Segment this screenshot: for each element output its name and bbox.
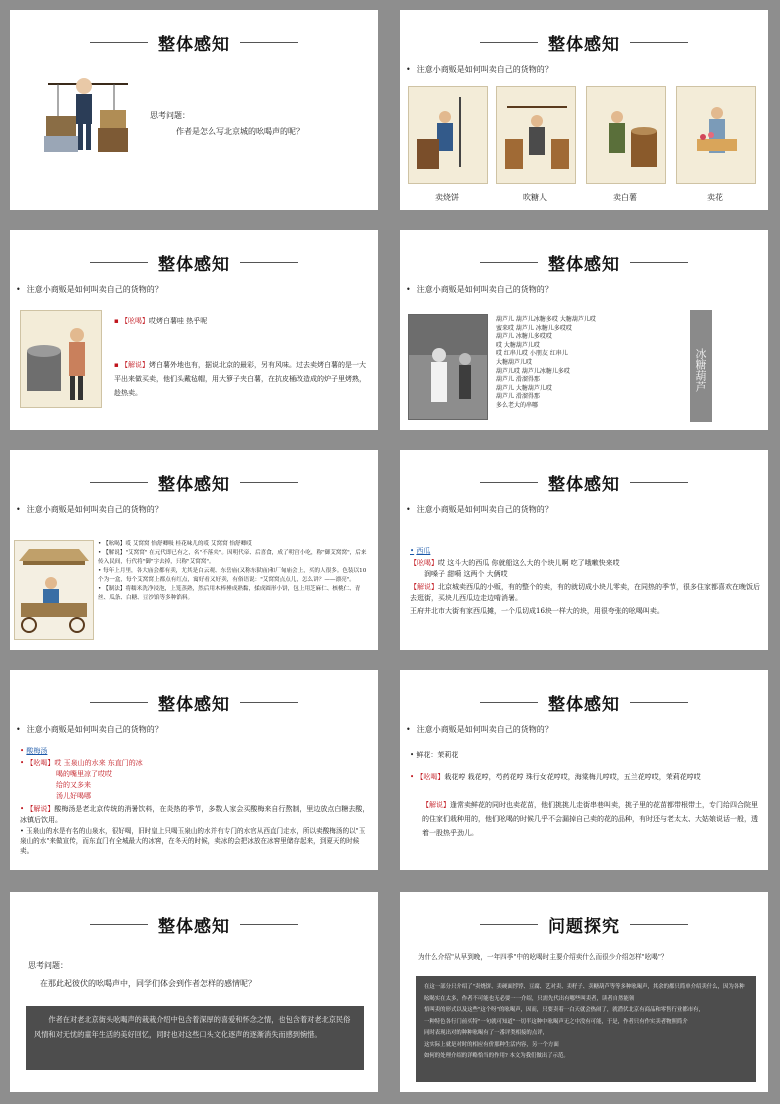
chant-line: 蜜来哎 葫芦儿 冰糖儿多哎哎 (496, 324, 572, 332)
vendor-figure-icon (587, 87, 665, 183)
title-rule-left (480, 924, 538, 925)
answer-line: 这实际上就是对时的相应有价那种生活内容，另一个方面 (424, 1041, 559, 1048)
note-method: • 【制法】将糯米洗净浸泡，上笼蒸熟，然后用木棒捶成熟黏，揉成圆形小饼，包上用芝麻仁、核桃仁、青丝、瓜条、白糖、豆沙馅等多种馅料。 (98, 586, 361, 601)
answer-line: 在这一部分只介绍了"卖烧饼、卖硬面饽饽、豆腐、艺对卖、卖籽子、卖糖葫芦等等多种吆喝声，其余的都只简单介绍卖什么，因为各种吆喝实在太多，作者不可能也无必要一一介绍，只需先代出有哪些叫卖者，读者自然能领 (424, 984, 745, 1002)
note-cry: • 【吆喝】哎 艾窝窝 怡舒卿吸 桂花味儿的哎 艾窝窝 怡舒卿哎 (98, 541, 252, 547)
chant-line: 葫芦儿 葫芦儿冰糖多哎 大糖葫芦儿哎 (496, 316, 596, 323)
chant-line: 多么老大的串哪 (496, 401, 539, 409)
flower-explain: 【解说】逢常卖鲜花的同时也卖花苗，他们挑挑儿走街串巷叫卖，挑子里的花苗都带根带土，专门给四合院里的住家们栽种用的，他们吆喝的时候几乎不会漏掉自己卖的花的品种，有时还与老太太、大姑娘说话一般，透着一股热乎劲儿。 (422, 801, 758, 837)
answer-box: 作者在对老北京街头吆喝声的栽栽介绍中包含着深厚的喜爱和怀念之情，也包含着对老北京民俗风情和对无忧的童年生活的美好回忆，同时也对这些口头文化逐声的逐渐消失而感到惋惜。 (26, 1006, 364, 1070)
flower-cry: • 【吆喝】栽花哼 栽花哼，芍药花哼 珠行女花哼哎，海棠梅儿哼哎，五兰花哼哎，茉莉花哼哎 (410, 773, 701, 781)
title-rule-left (480, 482, 538, 483)
think-question-label: 思考问题： (28, 961, 68, 970)
chant-line: 哎 大糖葫芦儿哎 (496, 341, 540, 349)
slide-2[interactable] (400, 10, 768, 210)
slide-title-row (10, 30, 378, 54)
title-rule-left (90, 924, 148, 925)
watermelon-item: • 西瓜 (410, 547, 431, 555)
chant-line: 哎 红串儿哎 小朋友 红串儿 (496, 350, 568, 358)
title-rule-right (240, 924, 298, 925)
title-rule-right (240, 42, 298, 43)
title-rule-left (90, 42, 148, 43)
answer-line: 一种特色各行门前买特"一句就可知道"一切半这种中吆喝声无之中没有可能，于是，作者只有作实卖者物照简介 (424, 1018, 688, 1025)
watermelon-explain: 【解说】北京城卖西瓜的小贩，有的整个的卖，有的就切成小块儿零卖，在同热的季节，很多住家都喜欢在晚饭后去逛街，买块儿西瓜边走边啃消暑。 (410, 583, 760, 602)
slide-title: 整体感知 (548, 254, 620, 275)
title-rule-right (630, 262, 688, 263)
slide-title-row (400, 30, 768, 54)
slide-title-row (10, 470, 378, 494)
vendor-picture-2 (496, 86, 576, 184)
chant-line: 葫芦儿 滑溜得那 (496, 393, 540, 401)
slide-title: 整体感知 (158, 34, 230, 55)
vendor-picture-1 (408, 86, 488, 184)
chant-lines (496, 316, 686, 411)
question-bullet: • 注意小商贩是如何叫卖自己的货物的？ (406, 504, 553, 515)
title-rule-right (240, 702, 298, 703)
slide-title: 整体感知 (158, 694, 230, 715)
title-rule-left (90, 702, 148, 703)
slide-title: 整体感知 (158, 254, 230, 275)
title-rule-right (630, 702, 688, 703)
answer-line: 悟叫卖的形式以及这些"这个呀"的吆喝声，因而，只要卖着一白天就会热闹了，就潜伏北京有商品和零售行业都市有， (424, 1007, 704, 1013)
vendor-picture-3 (586, 86, 666, 184)
vendor-picture-4 (676, 86, 756, 184)
slide-title-row (400, 912, 768, 936)
title-rule-left (90, 482, 148, 483)
title-rule-right (630, 924, 688, 925)
vendor-figure-icon (409, 87, 487, 183)
aiwowo-notes (98, 540, 370, 603)
slide-title: 整体感知 (548, 694, 620, 715)
think-question-text: 作者是怎么写北京城的吆喝声的呢？ (176, 127, 304, 136)
think-question-text: 在那此起彼伏的吆喝声中，同学们体会到作者怎样的感情呢？ (40, 979, 256, 988)
vendor-figure-icon (21, 311, 101, 407)
hawthorn-vendor-photo (408, 314, 488, 420)
aiwowo-stall-picture (14, 540, 94, 640)
answer-line: 如何的处理介绍的详略恰当的作用? 本文为我们做出了示范。 (424, 1053, 569, 1059)
photo-figure-icon (409, 315, 487, 419)
slide-title-row (10, 690, 378, 714)
slide-title-row (400, 470, 768, 494)
question-bullet: • 注意小商贩是如何叫卖自己的货物的？ (406, 284, 553, 295)
title-rule-left (480, 262, 538, 263)
slide-title: 整体感知 (158, 916, 230, 937)
cry-line: ▪ 【吆喝】哎烤白薯哇 热乎呢 (114, 317, 208, 325)
vendor-figure-icon (677, 87, 755, 183)
note-temple-fair: • 每年上月里，各大庙会都有卖，尤其是白云观、东岳庙(又称东狱庙)和厂甸庙会上，买的人很多。色装以10个为一盒，每个艾窝窝上都点有红点，寓好看又好卖，有俗语说："艾窝窝点点儿，怎么讲？——漂亮"。 (98, 568, 367, 583)
slide-title: 问题探究 (548, 916, 620, 937)
inquiry-answer-box (416, 976, 756, 1082)
title-rule-right (630, 482, 688, 483)
slide-title-row (10, 912, 378, 936)
slide-7[interactable] (10, 670, 378, 870)
title-rule-right (240, 482, 298, 483)
slide-4[interactable] (400, 230, 768, 430)
sour-plum-item: • 酸梅汤 (20, 747, 48, 755)
slide-title: 整体感知 (548, 474, 620, 495)
explain-text: 烤白薯外地也有，据说北京的最彩，另有风味。过去卖烤白薯的是一大平出来做买卖，他们头戴毡帽，用大箩子夹白薯，在抗皮桶改造成的炉子里烤熟，趁热卖。 (114, 361, 366, 397)
vendor-caption-1: 卖烧饼 (435, 193, 459, 202)
title-rule-left (90, 262, 148, 263)
watermelon-cry: 【吆喝】哎 这斗大的西瓜 你就船这么大的个块儿啊 吃了哦嗽快来哎 润嗓子 甜嗬 这两个 大俩哎 (410, 559, 620, 578)
explain-line: ▪ 【解说】烤白薯外地也有，据说北京的最彩，另有风味。过去卖烤白薯的是一大平出来做买卖，他们头戴毡帽，用大箩子夹白薯，在抗皮桶改造成的炉子里烤熟，趁热卖。 (114, 361, 366, 397)
flower-item: • 鲜花：茉莉花 (410, 751, 459, 759)
sour-plum-cry: • 【吆喝】哎 玉泉山的水来 东直门的冰 喝的嘴里凉了哎哎 给的又多来 汤儿好喝哪 (20, 759, 143, 800)
sour-plum-note: • 玉泉山的水是有名的山泉水，很好喝，旧时皇上只喝玉泉山的水并有专门的水官从西直门走水，所以卖酸梅汤的以"玉泉山的水"来做宣传，而东直门有全城最大的冰窖，在冬天的时候，卖冰的会把冰放在冰窖里储存起来，到夏天的时候卖。 (20, 827, 366, 855)
slide-title: 整体感知 (158, 474, 230, 495)
inquiry-question: 为什么介绍"从早到晚，一年四季"中的吆喝时主要介绍卖什么而很少介绍怎样"吆喝"？ (418, 953, 668, 961)
chant-line: 大糖葫芦儿哎 (496, 358, 533, 366)
slide-title-row (400, 690, 768, 714)
vendor-caption-2: 吹糖人 (523, 193, 547, 202)
vendor-caption-3: 卖白薯 (613, 193, 637, 202)
chant-line: 葫芦儿 滑溜得那 (496, 376, 540, 384)
chant-line: 葫芦儿哎 葫芦儿冰糖儿多哎 (496, 367, 570, 375)
sour-plum-explain: • 【解说】酸梅汤是老北京传统的消暑饮料，在炎热的季节，多数人家会买酸梅来自行熬制，里边放点白糖去酸，冰镇后饮用。 (20, 805, 370, 824)
watermelon-note: 王府井北市大街有家西瓜摊，一个瓜切成16块一样大的块，用很夸张的吆喝叫卖。 (410, 607, 664, 615)
slide-8[interactable] (400, 670, 768, 870)
calligraphy-panel: 冰糖葫芦 (690, 310, 712, 422)
slide-5[interactable] (10, 450, 378, 650)
title-rule-left (480, 702, 538, 703)
question-bullet: • 注意小商贩是如何叫卖自己的货物的？ (16, 504, 163, 515)
stall-figure-icon (15, 541, 93, 639)
vendor-illustration (38, 56, 134, 176)
chant-line: 葫芦儿 大糖葫芦儿哎 (496, 384, 552, 392)
title-rule-right (240, 262, 298, 263)
slide-title-row (400, 250, 768, 274)
title-rule-left (480, 42, 538, 43)
slide-9[interactable] (10, 892, 378, 1092)
chant-line: 葫芦儿 冰糖儿多哎哎 (496, 333, 552, 341)
question-bullet: • 注意小商贩是如何叫卖自己的货物的？ (406, 724, 553, 735)
slide-title: 整体感知 (548, 34, 620, 55)
question-bullet: • 注意小商贩是如何叫卖自己的货物的？ (16, 724, 163, 735)
cry-text: 哎烤白薯哇 热乎呢 (148, 317, 208, 325)
note-explain: • 【解说】"艾窝窝" 在元代即已有之，名"不落夹"。因明代帝、后喜食，成了明宫小吃，称"御艾窝窝"，后来传入民间，行代将"御"字去掉，只称"艾窝窝"。 (98, 550, 367, 565)
slide-title-row (10, 250, 378, 274)
vendor-caption-4: 卖花 (707, 193, 723, 202)
slide-3[interactable] (10, 230, 378, 430)
answer-line: 同时表现出对的种种吆喝有了一番评类相接的点评， (424, 1030, 548, 1036)
cry-tag: 【吆喝】 (120, 317, 149, 325)
slide-1[interactable] (10, 10, 378, 210)
sweet-potato-vendor-picture (20, 310, 102, 408)
question-bullet: • 注意小商贩是如何叫卖自己的货物的？ (16, 284, 163, 295)
question-bullet: • 注意小商贩是如何叫卖自己的货物的？ (406, 64, 553, 75)
slide-10[interactable] (400, 892, 768, 1092)
vendor-figure-icon (497, 87, 575, 183)
slide-6[interactable] (400, 450, 768, 650)
think-question-label: 思考问题： (150, 111, 190, 120)
title-rule-right (630, 42, 688, 43)
explain-tag: 【解说】 (120, 361, 149, 369)
